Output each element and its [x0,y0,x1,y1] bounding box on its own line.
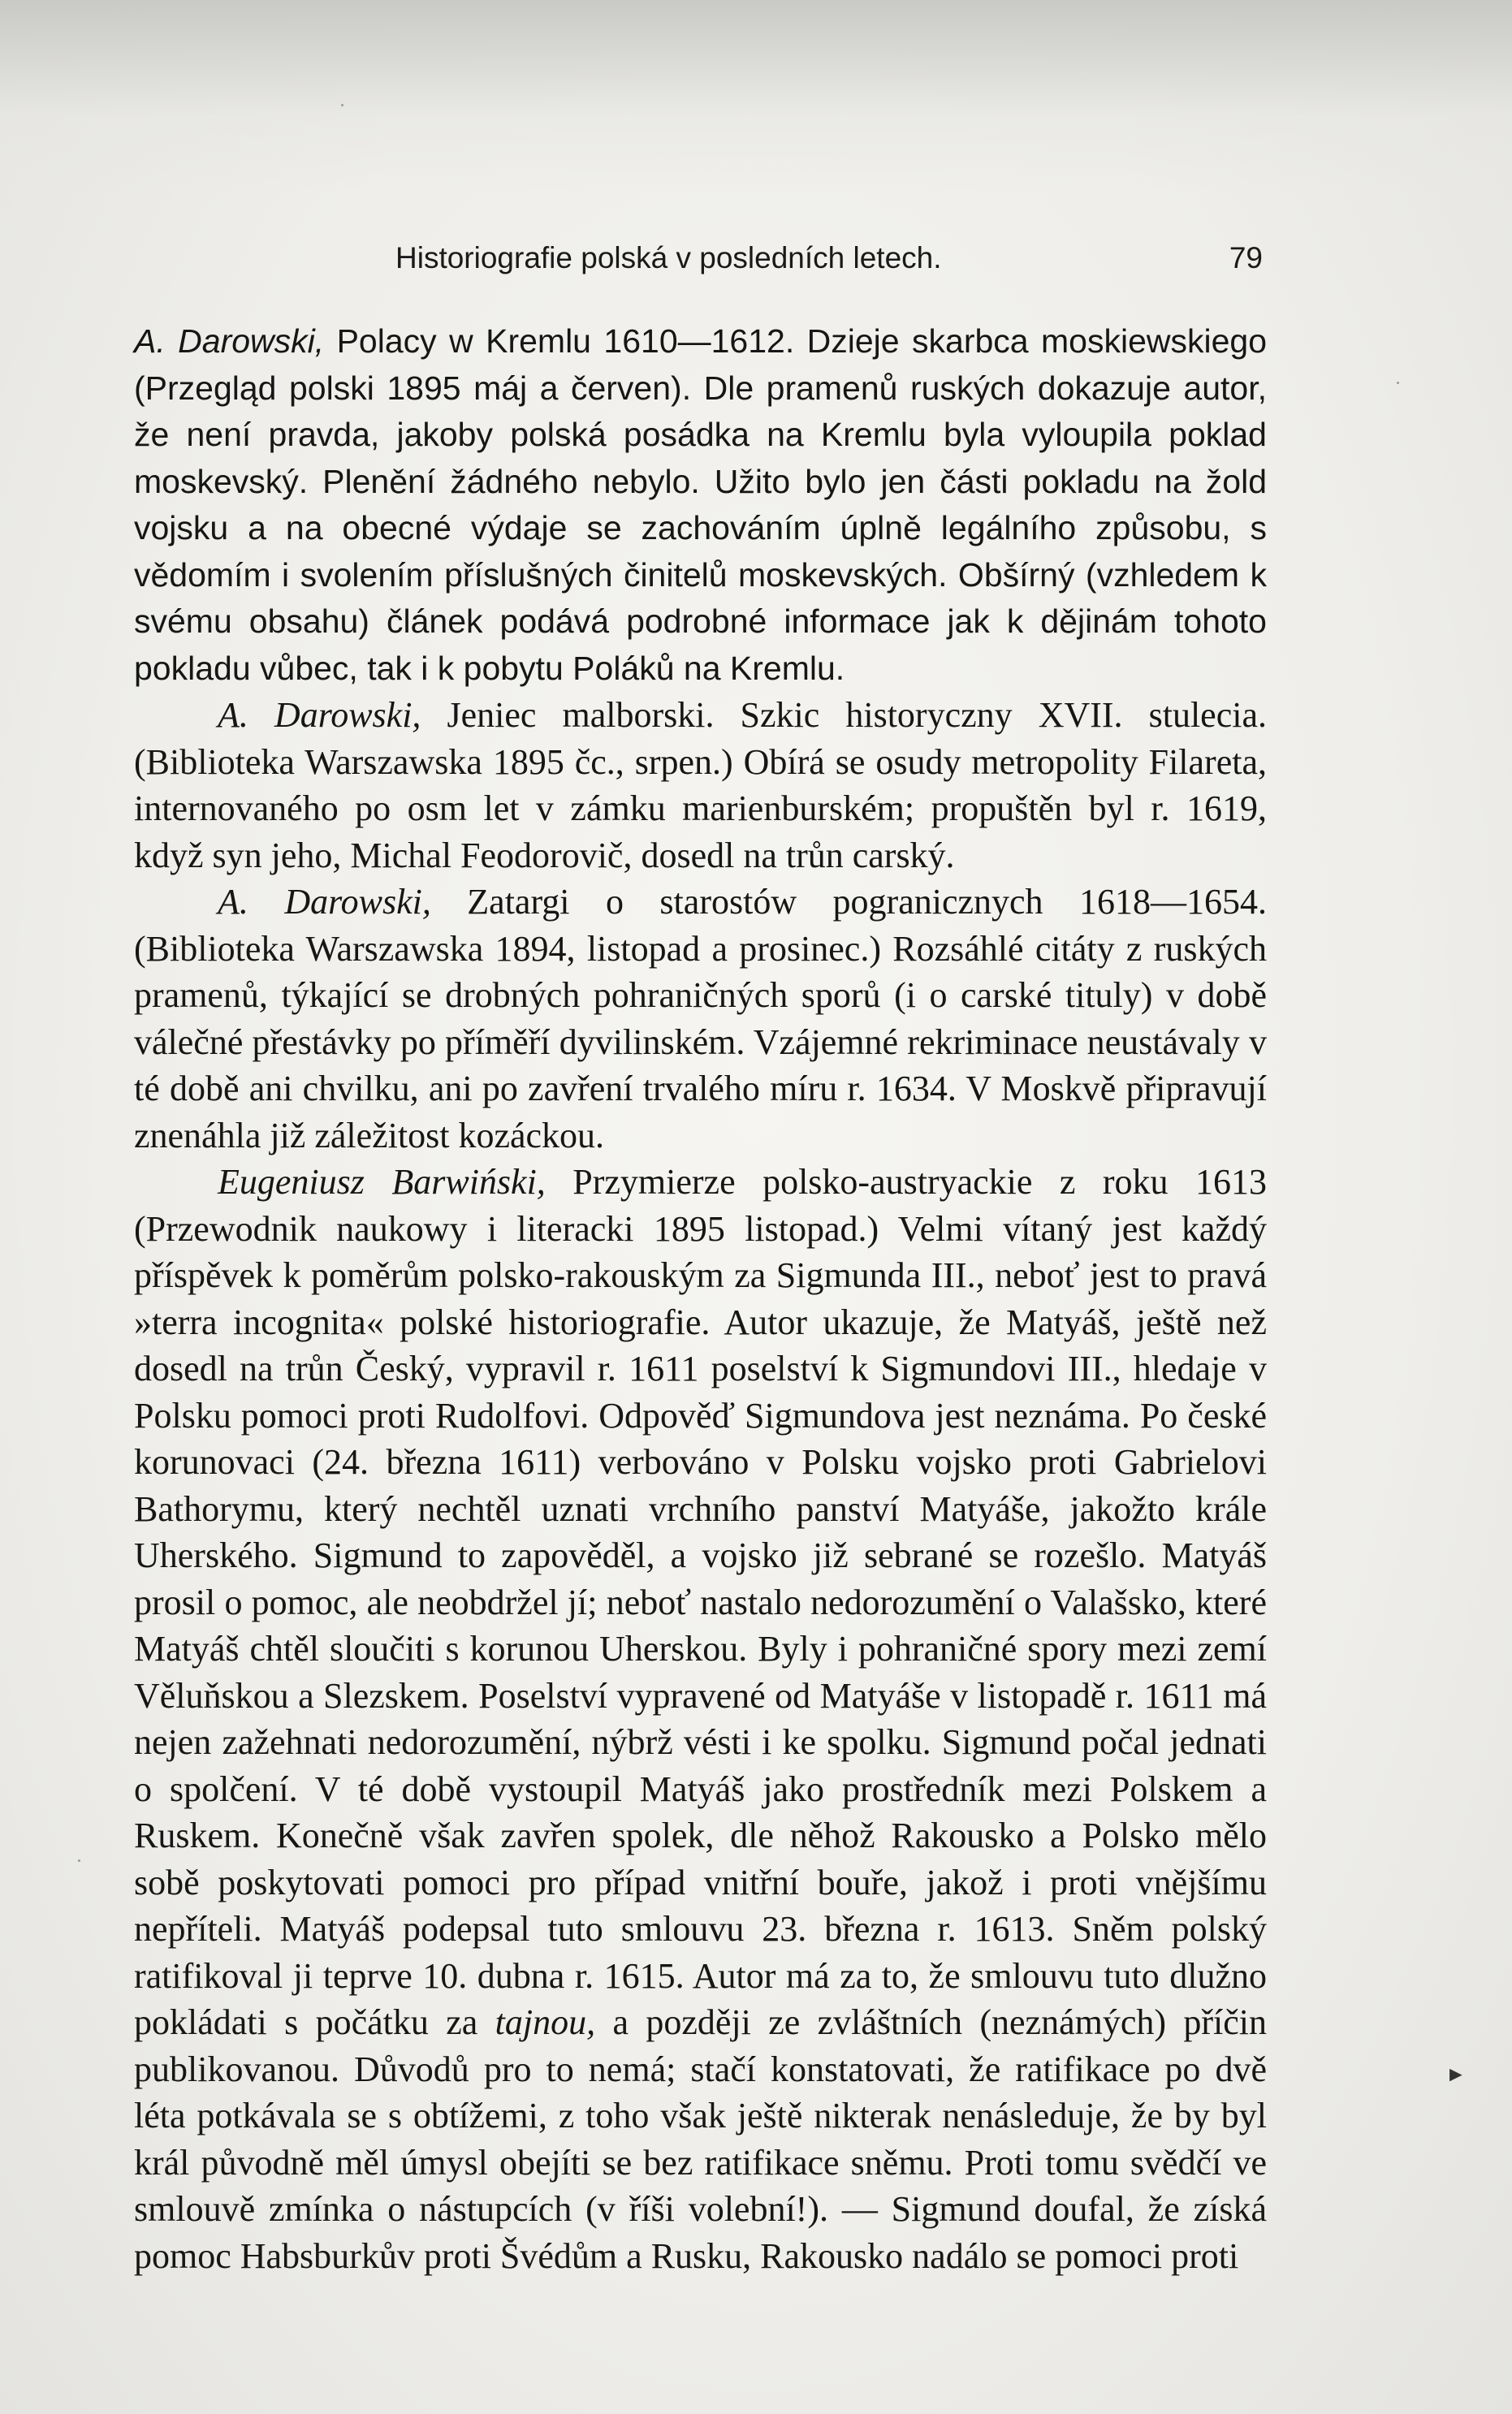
entry-text-continued: a později ze zvláštních (neznámých) příčin publikovanou. Důvodů pro to nemá; stačí konstatovati, že ratifikace po dvě léta potkávala se s obtížemi, z toho však ještě nikterak nenásleduje, že by byl král původně měl úmysl obejíti se bez ratifikace sněmu. Proti tomu svědčí ve smlouvě zmínka o nástupcích (v říši volební!). — Sigmund doufal, že získá pomoc Habsburkův proti Švédům a Rusku, Rakousko nadálo se pomoci proti [134,2002,1267,2276]
entry-text: Jeniec malborski. Szkic historyczny XVII. stulecia. (Biblioteka Warszawska 1895 čc., srpen.) Obírá se osudy metropolity Filareta, internovaného po osm let v zámku marienburském; propuštěn byl r. 1619, když syn jeho, Michal Feodorovič, dosedl na trůn carský. [134,695,1267,875]
entry-author: Eugeniusz Barwiński, [218,1162,546,1202]
entry-paragraph [134,879,1267,1159]
body-text [134,318,1267,2279]
entry-text: Polacy w Kremlu 1610—1612. Dzieje skarbca moskiewskiego (Przegląd polski 1895 máj a červen). Dle pramenů ruských dokazuje autor, že není pravda, jakoby polská posádka na Kremlu byla vyloupila poklad moskevský. Plenění žádného nebylo. Užito bylo jen části pokladu na žold vojsku a na obecné výdaje se zachováním úplně legálního způsobu, s vědomím i svolením příslušných činitelů moskevských. Obšírný (vzhledem k svému obsahu) článek podává podrobné informace jak k dějinám tohoto pokladu vůbec, tak i k pobytu Poláků na Kremlu. [134,322,1267,687]
paper-speck [1397,382,1399,384]
page-number: 79 [1229,241,1263,274]
bibliography-entry-4 [134,1159,1267,2279]
entry-paragraph [134,692,1267,879]
bibliography-entry-2 [134,692,1267,879]
entry-text: Przymierze polsko-austryackie z roku 1613 (Przewodnik naukowy i literacki 1895 listopad.) Velmi vítaný jest každý příspěvek k poměrům polsko-rakouským za Sigmunda III., neboť jest to pravá »terra incognita« polské historiografie. Autor ukazuje, že Matyáš, ještě než dosedl na trůn Český, vypravil r. 1611 poselství k Sigmundovi III., hledaje v Polsku pomoci proti Rudolfovi. Odpověď Sigmundova jest neznáma. Po české korunovaci (24. března 1611) verbováno v Polsku vojsko proti Gabrielovi Bathorymu, který nechtěl uznati vrchního panství Matyáše, jakožto krále Uherského. Sigmund to zapověděl, a vojsko již sebrané se rozešlo. Matyáš prosil o pomoc, ale neobdržel jí; neboť nastalo nedorozumění o Valašsko, které Matyáš chtěl sloučiti s korunou Uherskou. Byly i pohraničné spory mezi zemí Věluňskou a Slezskem. Poselství vypravené od Matyáše v listopadě r. 1611 má nejen zažehnati nedorozumění, nýbrž vésti i ke spolku. Sigmund počal jednati o spolčení. V té době vystoupil Matyáš jako prostředník mezi Polskem a Ruskem. Konečně však zavřen spolek, dle něhož Rakousko a Polsko mělo sobě poskytovati pomoci pro případ vnitřní bouře, jakož i proti vnějšímu nepříteli. Matyáš podepsal tuto smlouvu 23. března r. 1613. Sněm polský ratifikoval ji teprve 10. dubna r. 1615. Autor má za to, že smlouvu tuto dlužno pokládati s počátku za [134,1162,1267,2042]
bibliography-entry-3 [134,879,1267,1159]
entry-author: A. Darowski, [134,322,325,360]
entry-author: A. Darowski, [218,882,431,922]
paper-speck [78,1859,80,1862]
entry-author: A. Darowski, [218,695,421,735]
entry-paragraph [134,318,1267,692]
paper-speck [341,104,343,106]
bibliography-entry-1 [134,318,1267,692]
entry-paragraph [134,1159,1267,2279]
running-title: Historiografie polská v posledních letech. [395,241,942,274]
entry-emphasis: tajnou, [495,2002,596,2042]
page-header [134,241,1263,290]
entry-text: Zatargi o starostów pogranicznych 1618—1654. (Biblioteka Warszawska 1894, listopad a prosinec.) Rozsáhlé citáty z ruských pramenů, týkající se drobných pohraničných sporů (i o carské tituly) v době válečné přestávky po příměří dyvilinském. Vzájemné rekriminace neustávaly v té době ani chvilku, ani po zavření trvalého míru r. 1634. V Moskvě připravují znenáhla již záležitost kozáckou. [134,882,1267,1155]
margin-mark: ► [1445,2062,1467,2086]
